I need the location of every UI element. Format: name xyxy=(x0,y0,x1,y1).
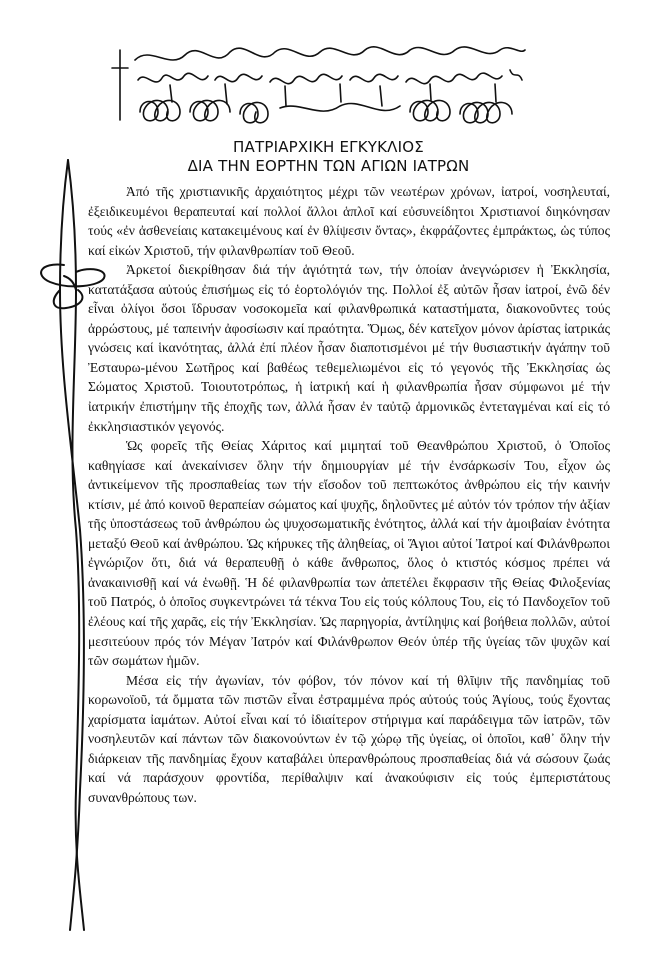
paragraph: Ὡς φορεῖς τῆς Θείας Χάριτος καί μιμηταί τοῦ Θεανθρώπου Χριστοῦ, ὁ Ὁποῖος καθηγίασε καί ἀνεκαίνισεν ὅλην τήν δημιουργίαν μέ τήν ἐνσάρκωσίν Του, εἶχον ὡς ἀντικείμενον τῆς προσπαθείας των τήν εἴσοδον τοῦ πεπτωκότος ἀνθρώπου εἰς τήν καινήν κτίσιν, μέ ἀπό κοινοῦ θεραπείαν σώματος καί ψυχῆς, δηλοῦντες μέ αὐτόν τόν τρόπον τήν ἀξίαν τῆς ὑποστάσεως τοῦ ἀνθρώπου ὡς ψυχοσωματικῆς ἑνότητος, ἀλλά καί τήν ἀμοιβαίαν ἑνότητα μεταξύ Θεοῦ καί ἀνθρώπου. Ὡς κήρυκες τῆς ἀληθείας, οἱ Ἅγιοι αὐτοί Ἰατροί καί Φιλάνθρωποι ἐγνώριζον ὅτι, διά νά θεραπευθῇ ὁ κάθε ἄνθρωπος, ὅλος ὁ κτιστός κόσμος πρέπει νά ἀνακαινισθῇ καί νά ἑνωθῇ. Ἡ δέ φιλανθρωπία των ἀπετέλει ἔκφρασιν τῆς Θείας Φιλοξενίας τοῦ Πατρός, ὁ ὁποῖος συγκεντρώνει τά τέκνα Του εἰς τούς κόλπους Του, εἰς τό Πανδοχεῖον τοῦ ἐλέους καί τῆς χαρᾶς, εἰς τήν Ἐκκλησίαν. Ὡς παρηγορία, ἀντίληψις καί βοήθεια πολλῶν, αὐτοί μεσιτεύουν πρός τόν Μέγαν Ἰατρόν καί Φιλάνθρωπον Θεόν ὑπέρ τῆς ὑγείας τῶν ψυχῶν καί τῶν σωμάτων ἡμῶν. xyxy=(88,438,610,669)
heading-line-1: ΠΑΤΡΙΑΡΧΙΚΗ ΕΓΚΥΚΛΙΟΣ xyxy=(233,138,424,156)
patriarchal-signature xyxy=(110,40,530,130)
paragraph: Ἀπό τῆς χριστιανικῆς ἀρχαιότητος μέχρι τῶν νεωτέρων χρόνων, ἰατροί, νοσηλευταί, ἐξειδικευμένοι θεραπευταί καί πολλοί ἄλλοι ἁπλοῖ καί εὐσυνείδητοι Χριστιανοί διηκόνησαν τούς «ἐν ἀσθενείαις κατακειμένους καί ἐν θλίψεσιν ὄντας», ἐκφράζοντες ἐμπράκτως, ὡς τύπος καί εἰκών Χριστοῦ, τήν φιλανθρωπίαν τοῦ Θεοῦ. xyxy=(88,184,610,258)
paragraph: Ἀρκετοί διεκρίθησαν διά τήν ἁγιότητά των, τήν ὁποίαν ἀνεγνώρισεν ἡ Ἐκκλησία, κατατάξασα αὐτούς ἐπισήμως εἰς τό ἑορτολόγιόν της. Πολλοί ἐξ αὐτῶν ἦσαν ἰατροί, ἐνῶ δέν εἶναι ὀλίγοι ὅσοι ἵδρυσαν νοσοκομεῖα καί φιλανθρωπικά καταστήματα, διακονοῦντες τούς ἀρρώστους, μέ ταπεινήν ἀφοσίωσιν καί πραότητα. Ὅμως, δέν κατεῖχον μόνον ἀρίστας ἰατρικάς γνώσεις καί ἱκανότητας, ἀλλά ἐπί πλέον ἦσαν διαποτισμένοι μέ τήν θυσιαστικήν ἀγάπην τοῦ Ἐσταυρω-μένου Σωτῆρος καί βαθέως τεθεμελιωμένοι εἰς τό γεγονός τῆς Ἐκκλησίας ὡς Σώματος Χριστοῦ. Τοιουτοτρόπως, ἡ ἰατρική καί ἡ φιλανθρωπία ἦσαν σύμφωνοι μέ τήν ἰατρικήν ἐπιστήμην τῆς ἐποχῆς των, ἀλλά ἦσαν ἐν ταὐτῷ ἁρμονικῶς ἐντεταγμέναι καί εἰς τό ἐκκλησιαστικόν γεγονός. xyxy=(88,262,610,434)
heading-line-2: ΔΙΑ ΤΗΝ ΕΟΡΤΗΝ ΤΩΝ ΑΓΙΩΝ ΙΑΤΡΩΝ xyxy=(187,157,470,175)
paragraph: Μέσα εἰς τήν ἀγωνίαν, τόν φόβον, τόν πόνον καί τή θλῖψιν τῆς πανδημίας τοῦ κορωνοϊοῦ, τά ὄμματα τῶν πιστῶν εἶναι ἐστραμμένα πρός αὐτούς τούς Ἁγίους, τούς ἔχοντας χαρίσματα ἰαμάτων. Αὐτοί εἶναι καί τό ἰδιαίτερον στήριγμα καί παράδειγμα τῶν ἰατρῶν, τῶν νοσηλευτῶν καί πάντων τῶν διακονούντων ἐν τῷ χώρῳ τῆς ὑγείας, οἱ ὁποῖοι, καθ᾿ ὅλην τήν διάρκειαν τῆς πανδημίας ἔχουν καταβάλει ὑπερανθρώπους προσπαθείας διά νά σώσουν ζωάς καί νά παράσχουν φροντίδα, περίθαλψιν καί ἀνακούφισιν εἰς τούς ἐμπεριστάτους συνανθρώπους των. xyxy=(88,672,610,805)
encyclical-heading xyxy=(0,138,657,176)
encyclical-body xyxy=(88,182,610,808)
